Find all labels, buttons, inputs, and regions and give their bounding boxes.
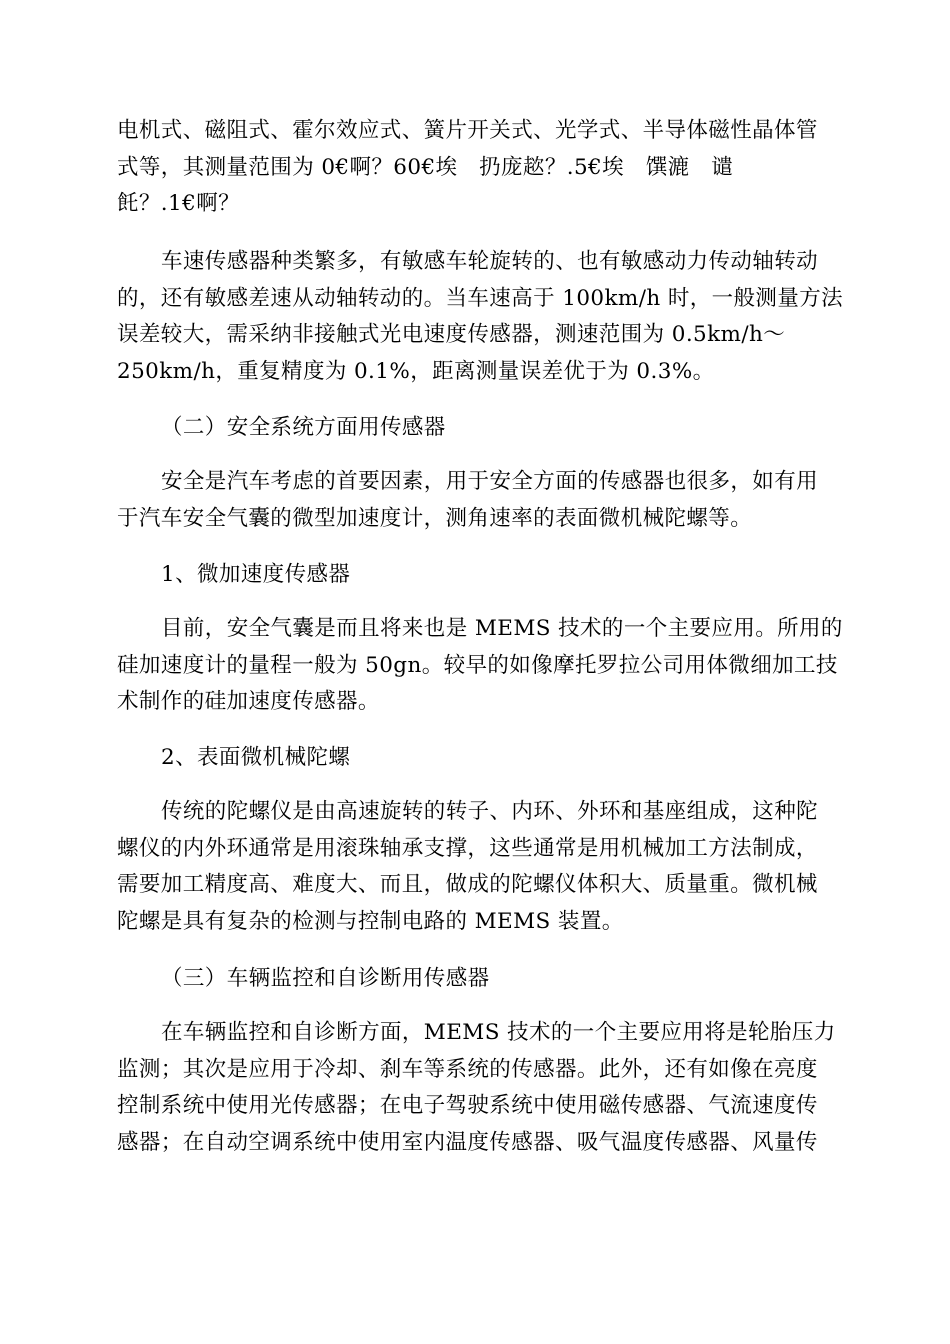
text-line: 安全是汽车考虑的首要因素，用于安全方面的传感器也很多，如有用 [161, 469, 819, 494]
text-line: 式等，其测量范围为 0€啊？60€埃 扔庞趑？.5€埃 馔漉 谴 [117, 155, 734, 180]
subheading-micro-accelerometer: 1、微加速度传感器 [161, 562, 351, 587]
text-line: 陀螺是具有复杂的检测与控制电路的 MEMS 装置。 [117, 909, 624, 934]
text-line: 控制系统中使用光传感器；在电子驾驶系统中使用磁传感器、气流速度传 [117, 1093, 818, 1118]
text-line: 监测；其次是应用于冷却、刹车等系统的传感器。此外，还有如像在亮度 [117, 1057, 818, 1082]
section-heading-monitoring: （三）车辆监控和自诊断用传感器 [161, 966, 490, 991]
text-line: 车速传感器种类繁多，有敏感车轮旋转的、也有敏感动力传动轴转动 [161, 249, 819, 274]
text-line: 感器；在自动空调系统中使用室内温度传感器、吸气温度传感器、风量传 [117, 1130, 818, 1155]
text-line: 误差较大，需采纳非接触式光电速度传感器，测速范围为 0.5km/h～ [117, 322, 786, 347]
text-line: 传统的陀螺仪是由高速旋转的转子、内环、外环和基座组成，这种陀 [161, 799, 819, 824]
text-line: 于汽车安全气囊的微型加速度计，测角速率的表面微机械陀螺等。 [117, 506, 753, 531]
text-line: 250km/h，重复精度为 0.1%，距离测量误差优于为 0.3%。 [117, 359, 715, 384]
text-line: 术制作的硅加速度传感器。 [117, 689, 380, 714]
text-line: 需要加工精度高、难度大、而且，做成的陀螺仪体积大、质量重。微机械 [117, 872, 818, 897]
text-line: 飥？.1€啊？ [117, 191, 240, 216]
text-line: 在车辆监控和自诊断方面，MEMS 技术的一个主要应用将是轮胎压力 [161, 1020, 836, 1045]
section-heading-safety: （二）安全系统方面用传感器 [161, 415, 446, 440]
subheading-micro-gyroscope: 2、表面微机械陀螺 [161, 745, 351, 770]
text-line: 电机式、磁阻式、霍尔效应式、簧片开关式、光学式、半导体磁性晶体管 [117, 118, 818, 143]
text-line: 硅加速度计的量程一般为 50gn。较早的如像摩托罗拉公司用体微细加工技 [117, 653, 838, 678]
text-line: 的，还有敏感差速从动轴转动的。当车速高于 100km/h 时，一般测量方法 [117, 286, 844, 311]
text-line: 螺仪的内外环通常是用滚珠轴承支撑，这些通常是用机械加工方法制成， [117, 836, 818, 861]
text-line: 目前，安全气囊是而且将来也是 MEMS 技术的一个主要应用。所用的 [161, 616, 843, 641]
